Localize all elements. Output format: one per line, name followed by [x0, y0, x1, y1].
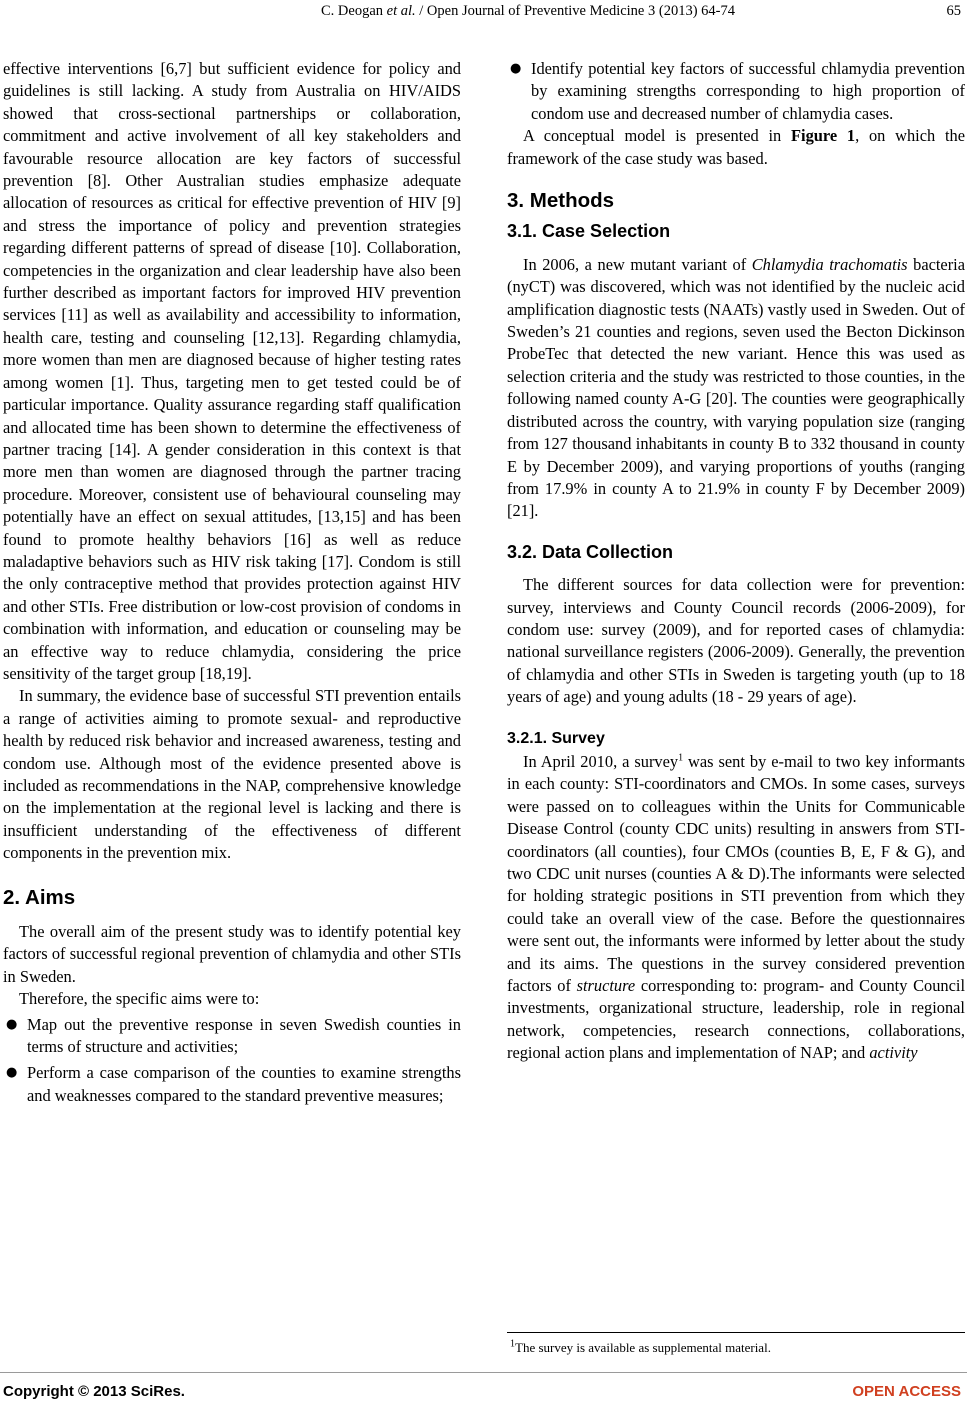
text-run: was sent by e-mail to two key informants in each county: STI-coordinators and CMOs. In some cases, surveys were passed on to colleagues within the Units for Communicable Disease Control (county CDC units) resulting in answers from STI-coordinators (all counties), four CMOs (counties B, E, F & G), and two CDC unit nurses (counties A & D).The informants were selected for holding strategic positions in STI prevention from which they could take an overall view of the case. Before the questionnaires were sent out, the informants were informed by letter about the study and its aims. The questions in the survey considered prevention factors of	[507, 751, 965, 996]
aims-list-item	[507, 58, 965, 125]
paragraph-data-collection: The different sources for data collection were for prevention: survey, interviews and County Council records (2006-2009), for condom use: survey (2009), and for reported cases of chlamydia: national surveillance registers (2006-2009). Generally, the prevention of chlamydia and other STIs in Sweden is targeting youth (up to 18 years of age) and young adults (18 - 29 years of age).	[507, 575, 965, 707]
left-column	[3, 58, 461, 1107]
emphasis-activity: activity	[869, 1043, 918, 1063]
text-run: bacteria (nyCT) was discovered, which was not identified by the nucleic acid amplification diagnostic tests (NAATs) vastly used in Sweden. Out of Sweden’s 21 counties and regions, seven used the Becton Dickinson ProbeTec that detected the new variant. Hence this was used as selection criteria and the study was restricted to those counties, in the following named county A-G [20]. The counties were geographically distributed across the country, with varying population size (ranging from 127 thousand inhabitants in county B to 332 thousand in county E by December 2009), and varying proportions of youths (ranging from 17.9% in county A to 21.9% in county F by December 2009) [21].	[507, 254, 965, 521]
header-citation-journal: / Open Journal of Preventive Medicine 3 (2013) 64-74	[415, 3, 735, 19]
paragraph-summary: In summary, the evidence base of successful STI prevention entails a range of activities aiming to promote sexual- and reproductive health by reduced risk behavior and increased awareness, testing and condom use. Although most of the evidence presented above is included as recommendations in the NAP, comprehensive knowledge on the implementation at the regional level is lacking and there is insufficient understanding of the effectiveness of different components in the prevention mix.	[3, 686, 461, 863]
section-heading-methods: 3. Methods	[507, 189, 615, 213]
bullet-icon: ●	[6, 1065, 18, 1081]
open-access-badge: OPEN ACCESS	[852, 1383, 961, 1400]
paragraph-specific-aims-intro: Therefore, the specific aims were to:	[19, 989, 260, 1009]
aims-list-item	[3, 1014, 461, 1059]
paragraph-evidence: effective interventions [6,7] but sufficient evidence for policy and guidelines is still lacking. A study from Australia on HIV/AIDS showed that cross-sectional partnerships or collaboration, commitment and active involvement of all key stakeholders and favourable resource allocation are key factors of successful prevention [8]. Other Australian studies emphasize adequate allocation of resources as critical for effective prevention of HIV [9] and stress the importance of policy and prevention strategies regarding different patterns of spread of disease [10]. Collaboration, competencies in the organization and clear leadership have also been further described as important factors for improved HIV prevention services [11] as well as availability and accessibility to information, health care, testing and counseling [12,13]. Regarding chlamydia, more women than men are diagnosed because of higher testing rates among women [1]. Thus, targeting men to get tested could be of particular importance. Quality assurance regarding staff qualification and allocated time has been shown to determine the effectiveness of partner tracing [14]. A gender consideration in this context is that more men than women are diagnosed through the partner tracing procedure. Moreover, consistent use of behavioural counseling may potentially have an effect on sexual attitudes, [13,15] and has been found to promote healthy behaviors [16] as well as reduce maladaptive behaviors such as HIV risk taking [17]. Condom is still the only contraceptive method that provides protection against HIV and other STIs. Free distribution or low-cost provision of condoms in combination with information, and education or counseling may be an effective way to reduce chlamydia, considering the price sensitivity of the target group [18,19].	[3, 59, 461, 683]
emphasis-structure: structure	[576, 976, 636, 996]
footnote	[510, 1340, 771, 1356]
footnote-text: The survey is available as supplemental material.	[515, 1340, 771, 1355]
page-number: 65	[946, 3, 961, 19]
aims-list-continued	[507, 58, 965, 125]
species-name: Chlamydia trachomatis	[751, 254, 908, 274]
copyright-notice: Copyright © 2013 SciRes.	[3, 1383, 185, 1400]
subsection-heading-data-collection: 3.2. Data Collection	[507, 541, 674, 562]
footer-divider	[0, 1372, 967, 1373]
footnote-divider	[507, 1332, 965, 1333]
footnote-marker[interactable]: 1	[678, 752, 684, 764]
right-column	[507, 58, 965, 1065]
paragraph-conceptual-model	[507, 125, 965, 170]
paragraph-case-selection	[507, 254, 965, 523]
aims-list	[3, 1014, 461, 1108]
aims-list-item	[3, 1062, 461, 1107]
section-heading-aims: 2. Aims	[3, 885, 76, 909]
aims-list-item-text: Identify potential key factors of successful chlamydia prevention by examining strengths corresponding to high proportion of condom use and decreased number of chlamydia cases.	[531, 59, 965, 123]
text-run: corresponding to: program- and County Council investments, organizational structure, leadership, role in regional network, competencies, research connections, collaborations, regional action plans and implementation of NAP; and	[507, 976, 965, 1063]
paragraph-overall-aim: The overall aim of the present study was to identify potential key factors of successful regional prevention of chlamydia and other STIs in Sweden.	[3, 922, 461, 986]
text-run: In 2006, a new mutant variant of	[523, 254, 752, 274]
bullet-icon: ●	[6, 1016, 18, 1032]
header-citation-authors: C. Deogan	[321, 3, 387, 19]
bullet-icon: ●	[510, 61, 522, 76]
aims-list-item-text: Perform a case comparison of the counties to examine strengths and weaknesses compared to the standard preventive measures;	[27, 1063, 461, 1105]
footnote-mark: 1	[510, 1338, 515, 1350]
aims-list-item-text: Map out the preventive response in seven Swedish counties in terms of structure and activities;	[27, 1014, 461, 1057]
running-header	[118, 3, 938, 20]
paragraph-survey	[507, 751, 965, 1065]
figure-reference-link[interactable]: Figure 1	[791, 126, 856, 146]
text-run: A conceptual model is presented in	[523, 126, 791, 146]
header-citation-etal: et al.	[386, 3, 416, 19]
text-run: , on which the framework of the case study was based.	[507, 126, 965, 168]
subsubsection-heading-survey: 3.2.1. Survey	[507, 729, 605, 747]
subsection-heading-case-selection: 3.1. Case Selection	[507, 221, 671, 242]
text-run: In April 2010, a survey	[523, 751, 679, 771]
